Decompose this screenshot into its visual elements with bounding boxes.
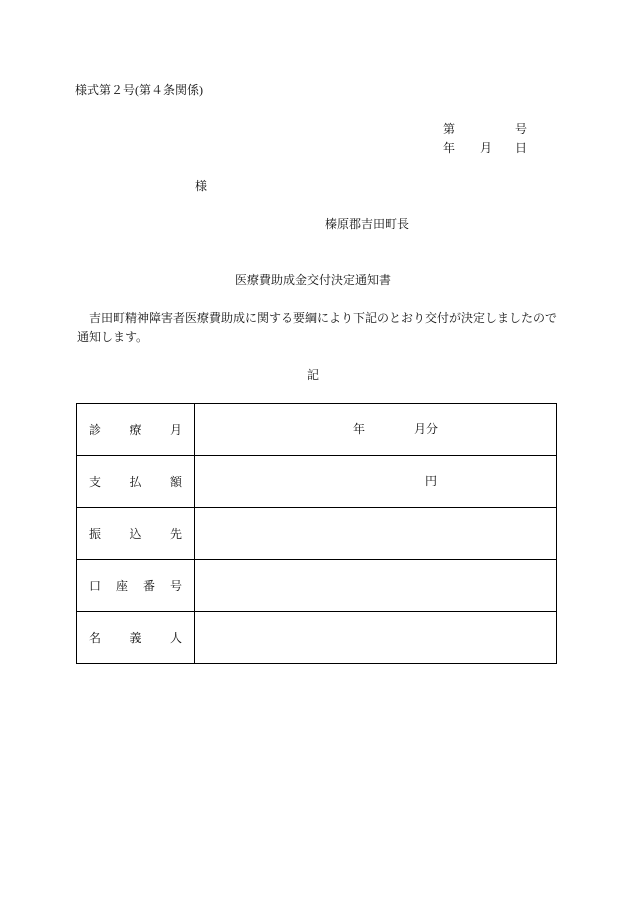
label-char: 月 [169, 422, 182, 437]
label-char: 先 [169, 526, 182, 541]
treatment-month-value [195, 404, 556, 455]
date-month-label: 月 [480, 141, 493, 155]
ki-heading: 記 [306, 368, 319, 382]
label-char: 名 [89, 630, 102, 645]
label-char: 額 [169, 474, 182, 489]
table-row-account-holder [77, 612, 556, 663]
account-holder-value [195, 612, 556, 663]
label-char: 座 [115, 578, 128, 593]
account-number-value [195, 560, 556, 611]
label-char: 支 [89, 474, 102, 489]
document-number-suffix: 号 [515, 122, 528, 136]
label-char: 込 [129, 526, 142, 541]
table-row-transfer-destination [77, 508, 556, 560]
addressee-honorific: 様 [195, 179, 208, 193]
table-row-payment-amount [77, 456, 556, 508]
label-char: 振 [89, 526, 102, 541]
label-char: 号 [169, 578, 182, 593]
account-holder-label [77, 612, 195, 663]
document-number-prefix: 第 [443, 122, 456, 136]
transfer-destination-label [77, 508, 195, 559]
treatment-month-unit: 月分 [414, 422, 439, 436]
currency-unit: 円 [425, 474, 438, 488]
date-day-label: 日 [515, 141, 528, 155]
label-char: 払 [129, 474, 142, 489]
label-char: 義 [129, 630, 142, 645]
account-number-label [77, 560, 195, 611]
date-year-label: 年 [443, 141, 456, 155]
issuer-name: 榛原郡吉田町長 [325, 217, 410, 231]
payment-amount-label [77, 456, 195, 507]
body-paragraph: 吉田町精神障害者医療費助成に関する要綱により下記のとおり交付が決定しましたので通知します。 [77, 311, 558, 344]
table-row-account-number [77, 560, 556, 612]
treatment-month-label [77, 404, 195, 455]
payment-amount-value [195, 456, 556, 507]
table-row-treatment-month [77, 404, 556, 456]
label-char: 診 [89, 422, 102, 437]
label-char: 番 [142, 578, 155, 593]
details-table [76, 403, 557, 664]
transfer-destination-value [195, 508, 556, 559]
label-char: 口 [89, 578, 102, 593]
document-title: 医療費助成金交付決定通知書 [234, 273, 391, 287]
form-number: 様式第２号(第４条関係) [75, 83, 203, 97]
treatment-year-unit: 年 [353, 422, 366, 436]
label-char: 人 [169, 630, 182, 645]
label-char: 療 [129, 422, 142, 437]
